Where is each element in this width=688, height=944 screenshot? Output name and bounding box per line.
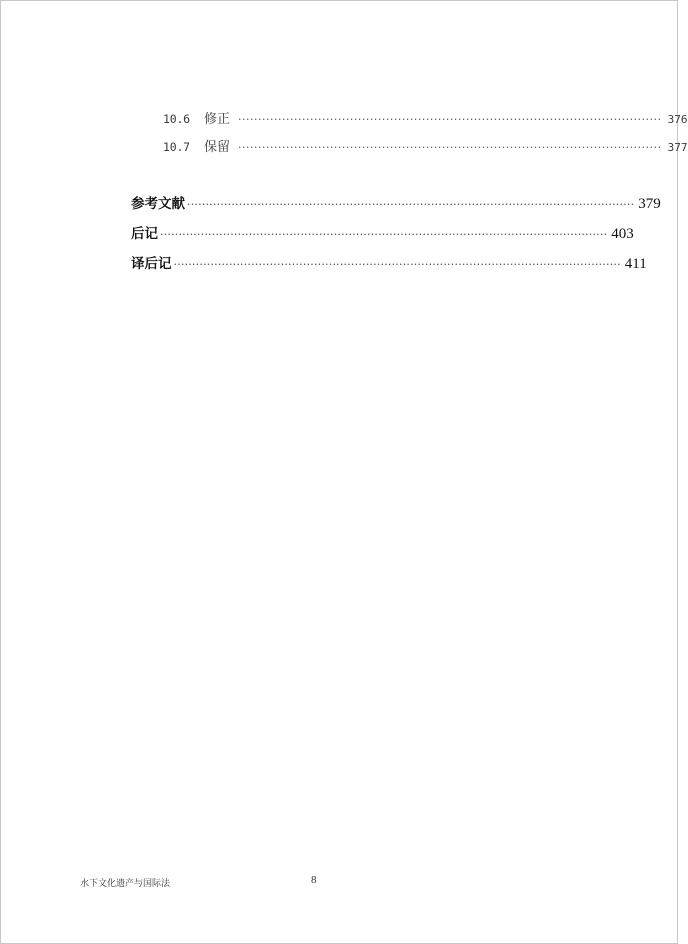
toc-entry-title: 后记 [131, 226, 158, 242]
toc-dot-leader: ·········································································································· [238, 113, 662, 126]
toc-dot-leader: ·········································································································· [238, 141, 662, 154]
toc-entry-title: 参考文献 [131, 196, 185, 212]
toc-entry-references[interactable] [131, 192, 661, 214]
toc-dot-leader: ························································································································· [187, 198, 635, 211]
toc-entry-10-6[interactable] [163, 108, 688, 127]
toc-entry-page: 376 [667, 113, 688, 126]
toc-entry-title: 保留 [204, 140, 231, 155]
toc-entry-title: 译后记 [131, 256, 172, 272]
toc-entry-afterword[interactable] [131, 222, 634, 244]
footer-book-title: 水下文化遗产与国际法 [80, 879, 171, 889]
toc-entry-number: 10.7 [163, 140, 190, 154]
toc-entry-translator-afterword[interactable] [131, 252, 647, 274]
toc-dot-leader: ························································································································· [160, 228, 608, 241]
toc-entry-page: 411 [624, 256, 647, 272]
toc-entry-page: 403 [611, 226, 634, 242]
toc-dot-leader: ························································································································· [173, 258, 621, 271]
toc-entry-page: 377 [667, 141, 688, 154]
toc-entry-number: 10.6 [163, 112, 190, 126]
footer-page-number: 8 [311, 874, 317, 886]
toc-entry-10-7[interactable] [163, 136, 688, 155]
toc-entry-page: 379 [638, 196, 661, 212]
toc-entry-title: 修正 [204, 112, 231, 127]
